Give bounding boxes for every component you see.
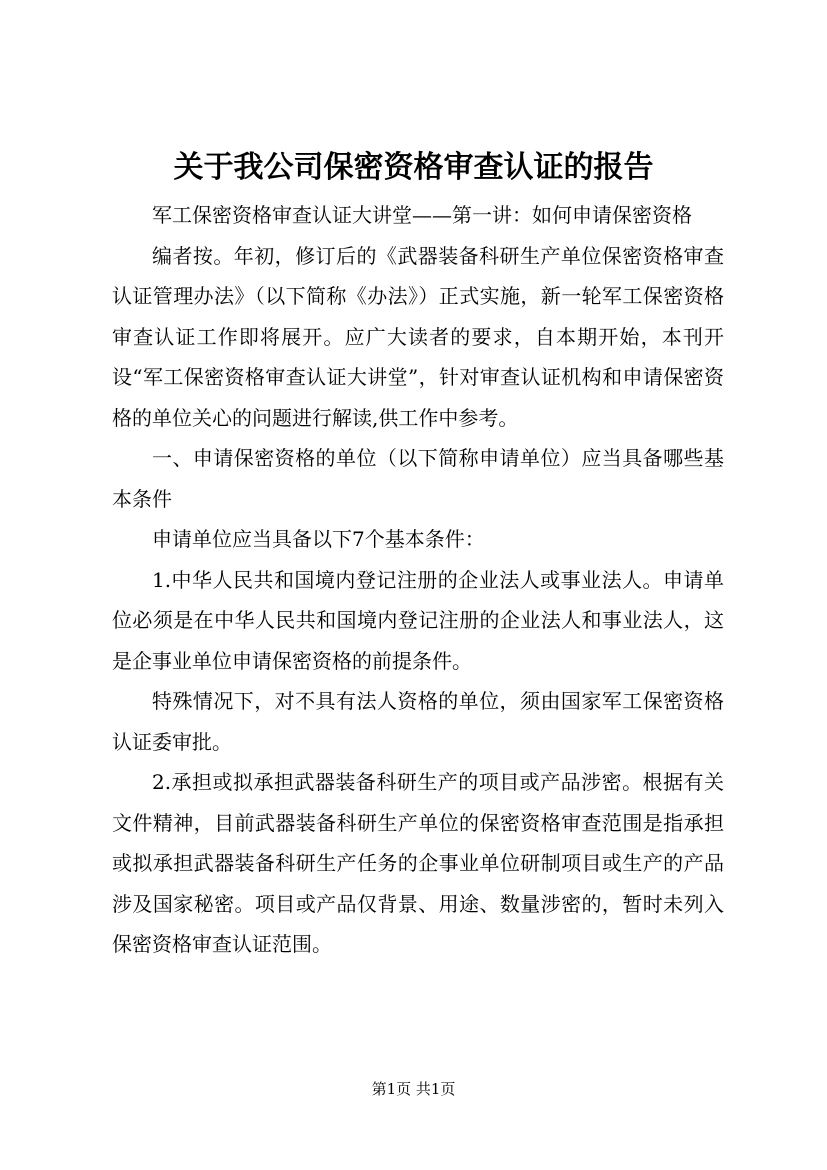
section-heading-1: 一、申请保密资格的单位（以下简称申请单位）应当具备哪些基本条件 [112, 446, 724, 511]
condition-1-paragraph: 1.中华人民共和国境内登记注册的企业法人或事业法人。申请单位必须是在中华人民共和国境内登记注册的企业法人和事业法人，这是企事业单位申请保密资格的前提条件。 [112, 567, 724, 673]
conditions-intro-paragraph: 申请单位应当具备以下7个基本条件： [152, 527, 485, 551]
editor-note-paragraph: 编者按。年初，修订后的《武器装备科研生产单位保密资格审查认证管理办法》（以下简称《办法》）正式实施，新一轮军工保密资格审查认证工作即将展开。应广大读者的要求，自本期开始，本刊开设“军工保密资格审查认证大讲堂”，针对审查认证机构和申请保密资格的单位关心的问题进行解读,供工作中参考。 [112, 243, 724, 430]
document-body [112, 195, 724, 965]
document-title: 关于我公司保密资格审查认证的报告 [173, 150, 654, 185]
subtitle-paragraph: 军工保密资格审查认证大讲堂——第一讲：如何申请保密资格 [152, 203, 692, 227]
special-case-paragraph: 特殊情况下，对不具有法人资格的单位，须由国家军工保密资格认证委审批。 [112, 689, 724, 754]
condition-2-paragraph: 2.承担或拟承担武器装备科研生产的项目或产品涉密。根据有关文件精神，目前武器装备科研生产单位的保密资格审查范围是指承担或拟承担武器装备科研生产任务的企事业单位研制项目或生产的产品涉及国家秘密。项目或产品仅背景、用途、数量涉密的，暂时未列入保密资格审查认证范围。 [112, 770, 724, 956]
page-number-footer: 第1页 共1页 [371, 1080, 456, 1098]
